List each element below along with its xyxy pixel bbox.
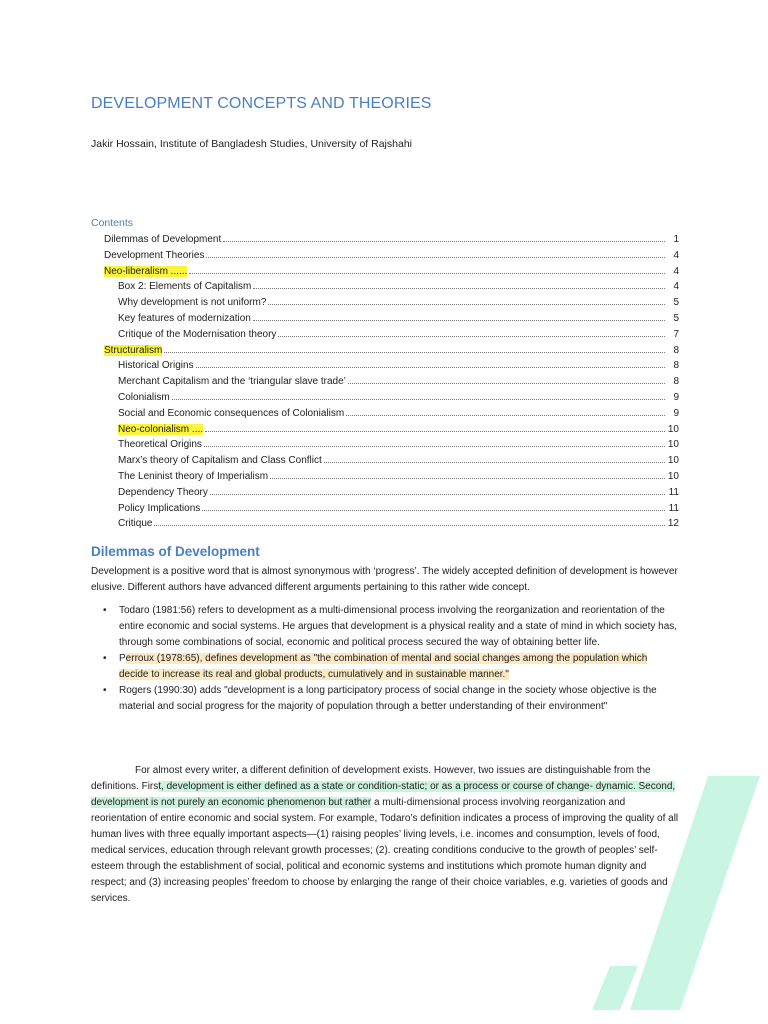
toc-leader-dots	[202, 501, 665, 511]
toc-leader-dots	[164, 343, 665, 353]
toc-entry[interactable]	[118, 485, 679, 500]
todaro-definition: Todaro (1981:56) refers to development as a multi-dimensional process involving the reorganization and reorientation of the entire economic and social systems. He argues that development is a physical reality and a state of mind in which society has, through some combinations of social, economic and political process secured the way of obtaining better life.	[119, 605, 678, 648]
toc-entry[interactable]	[118, 311, 679, 326]
toc-entry-title: Theoretical Origins	[118, 439, 202, 451]
toc-leader-dots	[204, 437, 665, 447]
toc-entry-page: 10	[667, 471, 679, 482]
toc-leader-dots	[278, 327, 665, 337]
toc-entry-page: 4	[673, 265, 679, 277]
list-item	[103, 683, 679, 715]
toc-entry-title: Policy Implications	[118, 502, 201, 514]
watermark-stroke-tail	[592, 966, 638, 1010]
list-item	[103, 603, 679, 651]
toc-entry-title: Merchant Capitalism and the ‘triangular slave trade’	[118, 376, 346, 388]
toc-entry-title: Development Theories	[104, 249, 205, 261]
rogers-definition: Rogers (1990:30) adds "development is a long participatory process of social change in the society whose objective is the material and social progress for the majority of population through a better understanding of their environment"	[119, 685, 657, 712]
toc-leader-dots	[210, 485, 665, 495]
bullet-icon: •	[103, 653, 107, 664]
toc-leader-dots	[348, 374, 665, 384]
toc-entry[interactable]	[118, 358, 679, 373]
toc-entry-title: Social and Economic consequences of Colonialism	[118, 407, 345, 419]
toc-entry[interactable]	[104, 232, 679, 247]
toc-entry-page: 9	[673, 407, 679, 419]
toc-entry-title: Neo-colonialism ....	[118, 423, 204, 435]
toc-entry-page: 1	[673, 234, 679, 245]
perroux-highlight: erroux (1978:65), defines development as "th	[125, 653, 326, 664]
toc-entry-page: 8	[673, 360, 679, 372]
toc-entry[interactable]	[118, 295, 679, 310]
toc-leader-dots	[324, 453, 665, 463]
toc-entry-page: 10	[667, 455, 679, 467]
section-heading: Dilemmas of Development	[91, 544, 260, 559]
body-highlight: t, development is either defined as a state or condition-static; or as a process or course of change- dynamic. Second, development is not purely an economic phenomenon but rather	[91, 781, 676, 808]
toc-entry-title: The Leninist theory of Imperialism	[118, 471, 269, 482]
toc-entry-page: 9	[673, 392, 679, 403]
toc-entry[interactable]	[118, 437, 679, 452]
toc-entry-title: Box 2: Elements of Capitalism	[118, 281, 252, 293]
toc-leader-dots	[268, 295, 665, 305]
toc-entry-title: Critique	[118, 518, 153, 530]
toc-entry-title: Historical Origins	[118, 360, 194, 372]
toc-entry-title: Structuralism	[104, 344, 163, 356]
toc-entry[interactable]	[118, 279, 679, 294]
toc-entry-title: Key features of modernization	[118, 313, 251, 324]
toc-entry-title: Neo-liberalism ......	[104, 265, 188, 277]
definition-list	[103, 603, 679, 715]
contents-heading: Contents	[91, 217, 134, 229]
toc-leader-dots	[189, 264, 665, 274]
toc-entry-title: Dependency Theory	[118, 486, 208, 498]
toc-entry[interactable]	[118, 406, 679, 421]
toc-entry-title: Marx’s theory of Capitalism and Class Conflict	[118, 455, 322, 467]
toc-entry[interactable]	[118, 422, 679, 437]
toc-entry-page: 11	[668, 486, 679, 498]
toc-entry-page: 10	[667, 423, 679, 435]
toc-entry-page: 5	[673, 297, 679, 309]
author-line: Jakir Hossain, Institute of Bangladesh Studies, University of Rajshahi	[91, 138, 412, 150]
toc-entry[interactable]	[104, 264, 679, 279]
toc-entry[interactable]	[118, 390, 679, 405]
toc-entry[interactable]	[118, 469, 679, 484]
toc-entry-page: 11	[668, 502, 679, 514]
toc-entry-title: Dilemmas of Development	[104, 234, 222, 245]
toc-entry-page: 12	[667, 518, 679, 530]
toc-entry-title: Why development is not uniform?	[118, 297, 267, 309]
toc-entry-page: 8	[673, 344, 679, 356]
toc-entry[interactable]	[118, 453, 679, 468]
bullet-icon: •	[103, 685, 107, 696]
toc-leader-dots	[172, 390, 665, 400]
body-text-start: For almost every writer, a different definition of development exists. However, two issues are distinguishable from the definitions. Firs	[91, 765, 651, 792]
toc-entry-page: 10	[667, 439, 679, 451]
body-text-end: a multi-dimensional process involving reorganization and reorientation of entire economic and social system. For example, Todaro’s definition indicates a process of improving the quality of all human lives with three equally important aspects—(1) raising peoples’ living levels, i.e. incomes and consumption, levels of food, medical services, education through relevant growth processes; (2). creating conditions conducive to the growth of peoples’ self-esteem through the establishment of social, political and economic systems and institutions which promote human dignity and respect; and (3) increasing peoples’ freedom to choose by enlarging the range of their choice variables, e.g. varieties of goods and services.	[91, 797, 679, 904]
toc-leader-dots	[154, 516, 665, 526]
toc-leader-dots	[206, 248, 665, 258]
toc-entry[interactable]	[118, 516, 679, 531]
toc-entry[interactable]	[104, 343, 679, 358]
perroux-first-letter: P	[119, 653, 126, 664]
toc-entry[interactable]	[118, 374, 679, 389]
toc-entry-page: 4	[673, 249, 679, 261]
toc-entry-page: 7	[673, 328, 679, 340]
toc-leader-dots	[270, 469, 665, 479]
toc-leader-dots	[253, 279, 665, 289]
perroux-highlight-rest: e combination of mental and social changes among the population which decide to increase its real and global products, cumulatively and in sustainable manner."	[119, 653, 648, 680]
toc-leader-dots	[196, 358, 665, 368]
bullet-icon: •	[103, 605, 107, 616]
toc-leader-dots	[253, 311, 665, 321]
quote-mark-logo-icon	[590, 770, 768, 1010]
toc-entry[interactable]	[118, 327, 679, 342]
toc-entry-title: Critique of the Modernisation theory	[118, 328, 277, 340]
intro-paragraph: Development is a positive word that is almost synonymous with ‘progress’. The widely accepted definition of development is however elusive. Different authors have advanced different arguments pertaining to this rather wide concept.	[91, 566, 678, 593]
toc-leader-dots	[346, 406, 665, 416]
toc-entry-title: Colonialism	[118, 392, 170, 403]
toc-entry-page: 4	[673, 281, 679, 293]
toc-entry[interactable]	[104, 248, 679, 263]
list-item	[103, 651, 679, 683]
toc-entry-page: 8	[673, 376, 679, 388]
toc-leader-dots	[205, 422, 665, 432]
toc-leader-dots	[223, 232, 665, 242]
toc-entry[interactable]	[118, 501, 679, 516]
toc-entry-page: 5	[673, 313, 679, 324]
document-title: DEVELOPMENT CONCEPTS AND THEORIES	[91, 95, 432, 112]
